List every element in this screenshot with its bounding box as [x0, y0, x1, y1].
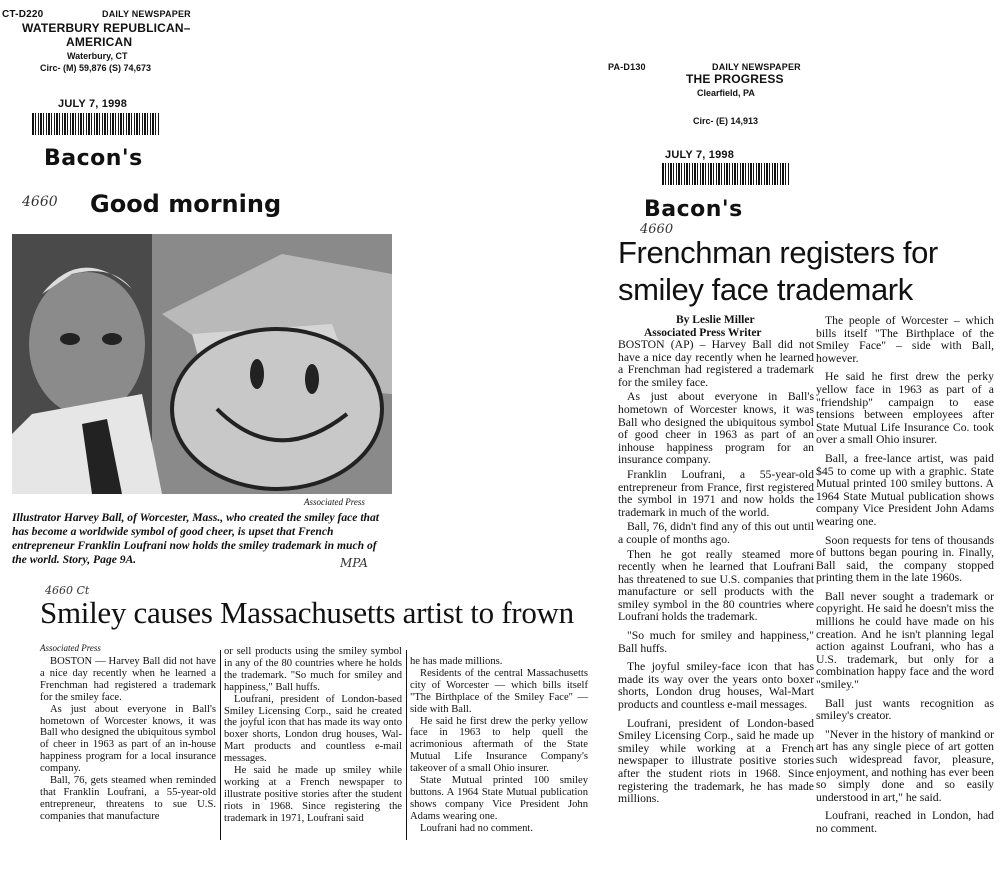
- left-initials: MPA: [340, 556, 368, 570]
- left-headline: Smiley causes Massachusetts artist to frown: [40, 595, 574, 630]
- left-paper-name-2: AMERICAN: [66, 35, 133, 49]
- paragraph: The joyful smiley-face icon that has made its way over the years onto boxer shorts, London drug houses, Wal-Mart products and countless e-mail messages.: [618, 660, 814, 712]
- right-article-column-1: [618, 339, 814, 812]
- paragraph: "Never in the history of mankind or art has any single piece of art gotten such widespread favor, pleasure, enjoyment, and nothing has ever been so simply done and so easily understood in art," he said.: [816, 727, 994, 804]
- left-photo: [12, 234, 392, 494]
- left-article-column-3: [410, 656, 588, 835]
- paragraph: Loufrani had no comment.: [420, 822, 533, 834]
- left-article-column-2: [224, 646, 402, 825]
- paragraph: "So much for smiley and happiness," Ball huffs.: [618, 629, 814, 655]
- right-headline-line-1: Frenchman registers for: [618, 235, 938, 270]
- left-paper-city: Waterbury, CT: [67, 51, 128, 61]
- right-byline-author: By Leslie Miller: [676, 314, 755, 326]
- paragraph: Ball, 76, didn't find any of this out until a couple of months ago.: [618, 520, 814, 546]
- paragraph: As just about everyone in Ball's hometown of Worcester knows, it was Ball who designed the ubiquitous symbol of good cheer in 1963 as part of an inhouse happiness program for an insurance company.: [618, 390, 814, 467]
- left-clip-type: DAILY NEWSPAPER: [102, 9, 191, 19]
- left-clip-code: CT-D220: [2, 9, 44, 20]
- left-handwritten-number: 4660: [22, 194, 58, 210]
- paragraph: The people of Worcester – which bills itself "The Birthplace of the Smiley Face" – side with Ball, however.: [816, 314, 994, 365]
- left-paper-name: WATERBURY REPUBLICAN–: [22, 21, 191, 35]
- paragraph: Soon requests for tens of thousands of buttons began pouring in. Finally, Ball said, the company stopped printing them in the late 1960s.: [816, 533, 994, 585]
- smiley-face-icon: [172, 329, 382, 489]
- column-rule: [220, 650, 221, 840]
- paragraph: Then he got really steamed more recently when he learned that Loufrani has threatened to sue U.S. companies that manufacture or sell products with the smiley symbol in the 80 countries where Loufrani holds the trademark.: [618, 547, 814, 624]
- right-article-column-2: [816, 315, 994, 842]
- left-article-column-1: [40, 656, 216, 823]
- right-bacons-stamp: Bacon's: [644, 197, 743, 222]
- paragraph: He said he made up smiley while working at a French newspaper to illustrate positive stories after the student riots in 1968. Since registering the trademark in 1971, Loufrani said: [224, 765, 402, 824]
- paragraph: State Mutual printed 100 smiley buttons. A 1964 State Mutual publication shows company Vice President John Adams wearing one.: [410, 775, 588, 822]
- left-barcode: [32, 113, 160, 135]
- left-byline: Associated Press: [40, 643, 101, 653]
- paragraph: or sell products using the smiley symbol in any of the 80 countries where he holds the trademark. "So much for smiley and happiness," Ball huffs.: [224, 646, 402, 693]
- paragraph: Ball, a free-lance artist, was paid $45 to come up with a graphic. State Mutual printed 100 smiley buttons. A 1964 State Mutual publication shows company Vice President John Adams wearing one.: [816, 451, 994, 528]
- paragraph: BOSTON (AP) – Harvey Ball did not have a nice day recently when he learned a Frenchman had registered a trademark for the smiley face.: [618, 338, 814, 389]
- right-headline-line-2: smiley face trademark: [618, 272, 913, 307]
- left-handwritten-note: 4660 Ct: [45, 584, 90, 597]
- left-circulation: Circ- (M) 59,876 (S) 74,673: [40, 63, 152, 73]
- right-clipping: [600, 0, 1000, 888]
- paragraph: Ball, 76, gets steamed when reminded that Franklin Loufrani, a 55-year-old entrepreneur, threatens to sue U.S. companies that manufacture: [40, 775, 216, 822]
- paragraph: Loufrani, president of London-based Smiley Licensing Corp., said he created the joyful icon that has made its way onto boxer shorts, London drug houses, Wal-Mart products and countless e-mail messages.: [224, 693, 402, 765]
- right-barcode: [662, 163, 790, 185]
- right-handwritten-number: 4660: [640, 222, 674, 237]
- paragraph: he has made millions.: [410, 656, 503, 667]
- paragraph: Loufrani, president of London-based Smiley Licensing Corp., said he made up smiley while working at a French newspaper to illustrate positive stories after the student riots in 1968. Since registering the trademark, he has made millions.: [618, 716, 814, 806]
- left-good-morning-title: Good morning: [90, 190, 282, 218]
- right-paper-name: THE PROGRESS: [686, 72, 784, 86]
- right-clip-code: PA-D130: [608, 62, 646, 72]
- column-rule: [406, 650, 407, 840]
- right-circulation: Circ- (E) 14,913: [693, 116, 759, 126]
- paragraph: Loufrani, reached in London, had no comment.: [816, 809, 994, 835]
- left-date: JULY 7, 1998: [58, 98, 128, 110]
- paragraph: Ball just wants recognition as smiley's creator.: [816, 696, 994, 723]
- paragraph: As just about everyone in Ball's hometown of Worcester knows, it was Ball who designed the ubiquitous symbol of cheer in 1963 as part of an in-house happiness program for a local insurance company.: [40, 703, 216, 775]
- left-photo-caption: Illustrator Harvey Ball, of Worcester, Mass., who created the smiley face that has become a worldwide symbol of good cheer, is upset that French entrepreneur Franklin Loufrani now holds the smiley trademark in much of the world. Story, Page 9A.: [12, 511, 380, 566]
- left-photo-credit: Associated Press: [304, 497, 365, 507]
- right-clip-type: DAILY NEWSPAPER: [712, 62, 801, 72]
- photo-illustration: [12, 234, 392, 494]
- paragraph: Ball never sought a trademark or copyright. He said he doesn't miss the millions he could have made on his creation. And he isn't planning legal action against Loufrani, who has a U.S. trademark, but only for a combination happy face and the word "smiley.": [816, 589, 994, 692]
- paragraph: Franklin Loufrani, a 55-year-old entrepreneur from France, first registered the symbol in 1971 and now holds the trademark in much of the world.: [618, 467, 814, 519]
- right-byline-agency: Associated Press Writer: [644, 327, 762, 339]
- paragraph: He said he first drew the perky yellow face in 1963 as part of a "friendship" campaign to ease tensions between employees after State Mutual Life Insurance Co. took over a small Ohio insurer.: [816, 370, 994, 447]
- paragraph: He said he first drew the perky yellow face in 1963 to help quell the acrimonious aftermath of the State Mutual Life Insurance Company's takeover of a small Ohio insurer.: [410, 715, 588, 775]
- right-date: JULY 7, 1998: [665, 149, 735, 161]
- paragraph: Residents of the central Massachusetts city of Worcester — which bills itself "The Birthplace of the Smiley Face" — side with Ball.: [410, 667, 588, 715]
- paragraph: BOSTON — Harvey Ball did not have a nice day recently when he learned a Frenchman had registered a trademark for the smiley face.: [40, 656, 216, 703]
- left-bacons-stamp: Bacon's: [44, 146, 143, 171]
- right-paper-city: Clearfield, PA: [697, 88, 755, 98]
